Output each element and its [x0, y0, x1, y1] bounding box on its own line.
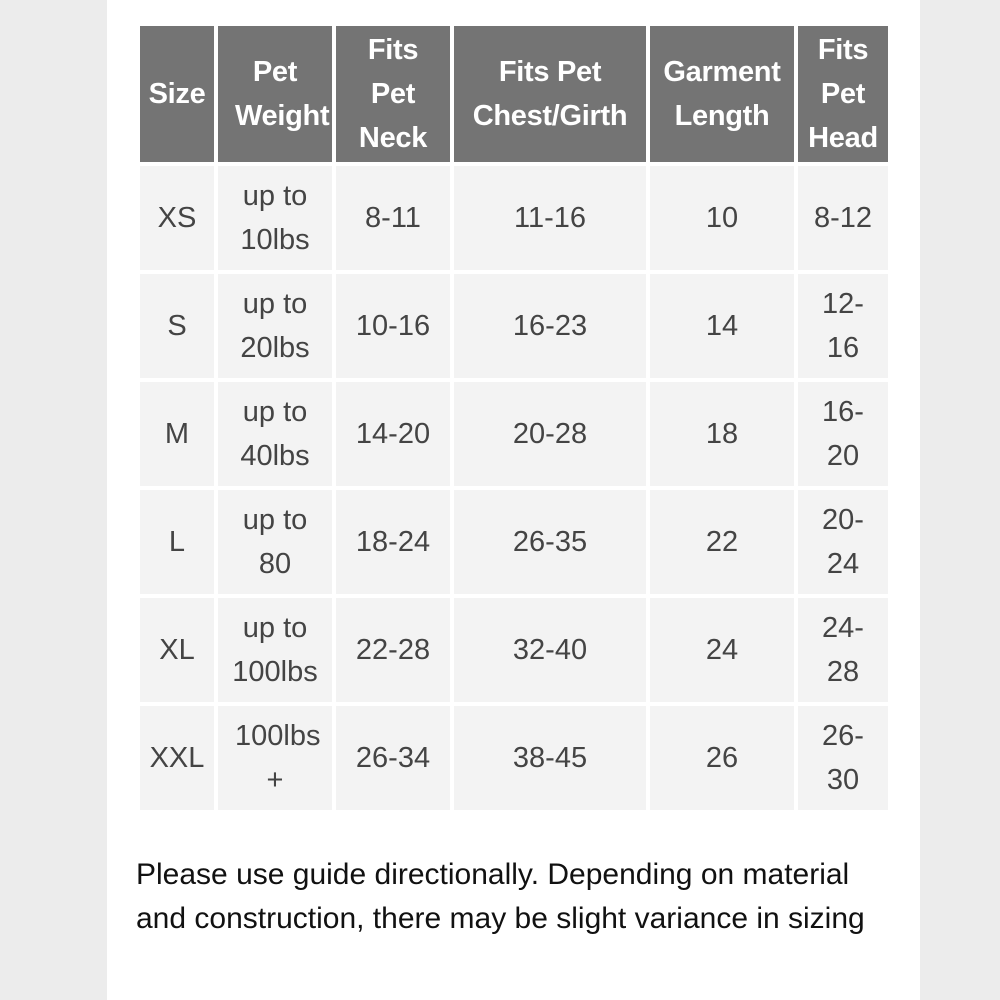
- cell-head: 12-16: [798, 274, 888, 378]
- cell-size: XL: [140, 598, 214, 702]
- header-fits-pet-neck: Fits Pet Neck: [336, 26, 450, 162]
- cell-garment-length: 10: [650, 166, 794, 270]
- cell-size: XXL: [140, 706, 214, 810]
- cell-neck: 8-11: [336, 166, 450, 270]
- size-chart-table: [136, 22, 892, 814]
- table-row: [140, 598, 888, 702]
- cell-neck: 10-16: [336, 274, 450, 378]
- sizing-note: Please use guide directionally. Depending on material and construction, there may be slight variance in sizing: [136, 858, 865, 935]
- cell-garment-length: 22: [650, 490, 794, 594]
- table-row: [140, 706, 888, 810]
- cell-chest-girth: 26-35: [454, 490, 646, 594]
- table-row: [140, 166, 888, 270]
- cell-head: 20-24: [798, 490, 888, 594]
- cell-chest-girth: 16-23: [454, 274, 646, 378]
- cell-pet-weight: 100lbs +: [218, 706, 332, 810]
- cell-head: 8-12: [798, 166, 888, 270]
- header-fits-pet-chest-girth: Fits Pet Chest/Girth: [454, 26, 646, 162]
- cell-garment-length: 24: [650, 598, 794, 702]
- cell-neck: 22-28: [336, 598, 450, 702]
- cell-pet-weight: up to 20lbs: [218, 274, 332, 378]
- cell-size: S: [140, 274, 214, 378]
- cell-pet-weight: up to 10lbs: [218, 166, 332, 270]
- table-row: [140, 382, 888, 486]
- cell-garment-length: 14: [650, 274, 794, 378]
- cell-chest-girth: 20-28: [454, 382, 646, 486]
- cell-chest-girth: 11-16: [454, 166, 646, 270]
- header-pet-weight: Pet Weight: [218, 26, 332, 162]
- cell-size: XS: [140, 166, 214, 270]
- header-size: Size: [140, 26, 214, 162]
- cell-head: 26-30: [798, 706, 888, 810]
- header-fits-pet-head: Fits Pet Head: [798, 26, 888, 162]
- cell-pet-weight: up to 100lbs: [218, 598, 332, 702]
- cell-garment-length: 18: [650, 382, 794, 486]
- cell-chest-girth: 32-40: [454, 598, 646, 702]
- cell-garment-length: 26: [650, 706, 794, 810]
- table-row: [140, 490, 888, 594]
- header-row: [140, 26, 888, 162]
- cell-neck: 18-24: [336, 490, 450, 594]
- cell-head: 24-28: [798, 598, 888, 702]
- header-garment-length: Garment Length: [650, 26, 794, 162]
- table-row: [140, 274, 888, 378]
- cell-pet-weight: up to 80: [218, 490, 332, 594]
- cell-head: 16-20: [798, 382, 888, 486]
- cell-size: M: [140, 382, 214, 486]
- cell-pet-weight: up to 40lbs: [218, 382, 332, 486]
- cell-neck: 26-34: [336, 706, 450, 810]
- cell-size: L: [140, 490, 214, 594]
- cell-chest-girth: 38-45: [454, 706, 646, 810]
- cell-neck: 14-20: [336, 382, 450, 486]
